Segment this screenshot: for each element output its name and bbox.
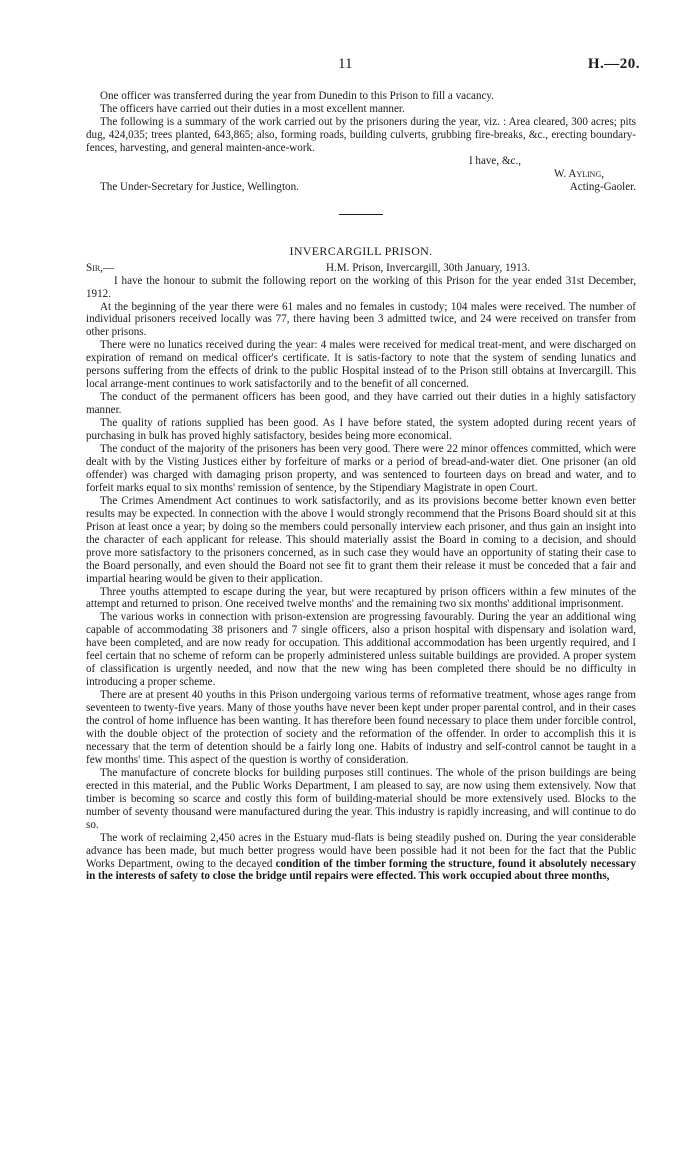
final-paragraph-head: The work of reclaiming 2,450 acres in the Estuary mud-flats is being steadily pushed on. During the year considerable advance has been made, but much better progress would have been possible had it not been for the fact that the Public Works Department, owing to the decayed xyxy=(86,831,636,870)
intro-paragraph: The following is a summary of the work carried out by the prisoners during the year, viz. : Area cleared, 300 acres; pits dug, 424,035; trees planted, 643,865; also, forming roads, building culverts, grubbing fire-breaks, &c., erecting boundary-fences, harvesting, and general mainten-ance-work. xyxy=(86,115,636,154)
salutation: Sir,— xyxy=(86,261,115,274)
page-body xyxy=(86,90,636,883)
document-reference: H.—20. xyxy=(587,56,640,72)
addressee: The Under-Secretary for Justice, Wellington. xyxy=(100,180,299,193)
report-paragraph: The conduct of the permanent officers has been good, and they have carried out their duties in a highly satisfactory manner. xyxy=(86,391,636,417)
report-paragraph: Three youths attempted to escape during the year, but were recaptured by prison officers within a few minutes of the attempt and returned to prison. One received twelve months' and the remaining two six months' additional imprisonment. xyxy=(86,585,636,611)
report-paragraph: I have the honour to submit the following report on the working of this Prison for the year ended 31st December, 1912. xyxy=(86,274,636,300)
report-paragraph: The Crimes Amendment Act continues to work satisfactorily, and as its provisions become better known even better results may be expected. In connection with the above I would strongly recommend that the Prisons Board should sit at this Prison at least once a year; by doing so the members could personally interview each prisoner, and thus gain an insight into the character of each applicant for release. This should materially assist the Board in coming to a decision, and should prove more satisfactory to the prisoners concerned, as in such case they would have an opportunity of stating their case to the Board personally, and even should the Board not see fit to grant them their release it must be conceded that a fair and impartial hearing would be given to their application. xyxy=(86,494,636,585)
page-header xyxy=(0,56,700,76)
signatory-name: W. Ayling, xyxy=(553,167,604,180)
addressee-row xyxy=(86,181,636,194)
signatory-title: Acting-Gaoler. xyxy=(569,180,636,193)
closing-phrase: I have, &c., xyxy=(468,154,521,167)
section-divider xyxy=(339,214,383,215)
page-number: 11 xyxy=(338,56,353,72)
intro-paragraph: The officers have carried out their duties in a most excellent manner. xyxy=(100,102,405,115)
letter-salutation-row xyxy=(86,262,636,275)
report-paragraph: There were no lunatics received during the year: 4 males were received for medical treat-ment, and were discharged on expiration of remand on medical officer's certificate. It is satis-factory to note that the system of sending lunatics and persons suffering from the effects of drink to the public Hospital instead of to the Prison still obtains at Invercargill. This local arrange-ment continues to work satisfactorily and to the benefit of all concerned. xyxy=(86,339,636,391)
report-paragraph: There are at present 40 youths in this Prison undergoing various terms of reformative treatment, whose ages range from seventeen to twenty-five years. Many of those youths have never been kept under proper parental control, and in their cases the control of home influence has been wanting. It has therefore been found necessary to place them under forcible control, with the double object of the protection of society and the reformation of the offender. In order to accomplish this it is necessary that the term of detention should be a fairly long one. Habits of industry and self-control cannot be taught in a few months' time. This aspect of the question is worthy of consideration. xyxy=(86,689,636,766)
report-paragraph: The manufacture of concrete blocks for building purposes still continues. The whole of the prison buildings are being erected in this material, and the Public Works Department, I am pleased to say, are now using them extensively. Now that timber is becoming so scarce and costly this form of building-material should be more extensively used. Blocks to the number of seventy thousand were manufactured during the year. This industry is rapidly increasing, and will continue to do so. xyxy=(86,766,636,831)
address-date: H.M. Prison, Invercargill, 30th January, 1913. xyxy=(326,261,530,274)
section-heading: INVERCARGILL PRISON. xyxy=(289,243,433,258)
intro-paragraph: One officer was transferred during the year from Dunedin to this Prison to fill a vacancy. xyxy=(100,90,495,102)
report-paragraph: The conduct of the majority of the prisoners has been very good. There were 22 minor offences committed, which were dealt with by the Visting Justices either by forfeiture of marks or a period of bread-and-water diet. One prisoner (an old offender) was charged with damaging prison property, and was sentenced to fourteen days on bread and water, and to forfeit marks equal to six months' remission of sentence, by the Stipendiary Magistrate in open Court. xyxy=(86,443,636,494)
report-paragraph: The various works in connection with prison-extension are progressing favourably. During the year an additional wing capable of accommodating 38 prisoners and 7 single officers, also a prison hospital with dispensary and isolation ward, have been completed, and are now ready for occupation. This additional accommodation has been urgently required, and I feel certain that no scheme of reform can be properly administered unless suitable buildings are provided. A proper system of classification is urgently needed, and now that the new wing has been completed there should be no difficulty in introducing a proper scheme. xyxy=(86,611,636,689)
report-paragraph: At the beginning of the year there were 61 males and no females in custody; 104 males were received. The number of individual prisoners received locally was 77, there having been 3 admitted twice, and 24 were received on transfer from other prisons. xyxy=(86,300,636,339)
final-paragraph-tail: condition of the timber forming the structure, found it absolutely necessary in the interests of safety to close the bridge until repairs were effected. This work occupied about three months, xyxy=(86,857,636,883)
report-paragraph-final xyxy=(86,832,636,884)
report-paragraph: The quality of rations supplied has been good. As I have before stated, the system adopted during recent years of purchasing in bulk has proved highly satisfactory, besides being more economical. xyxy=(86,417,636,443)
